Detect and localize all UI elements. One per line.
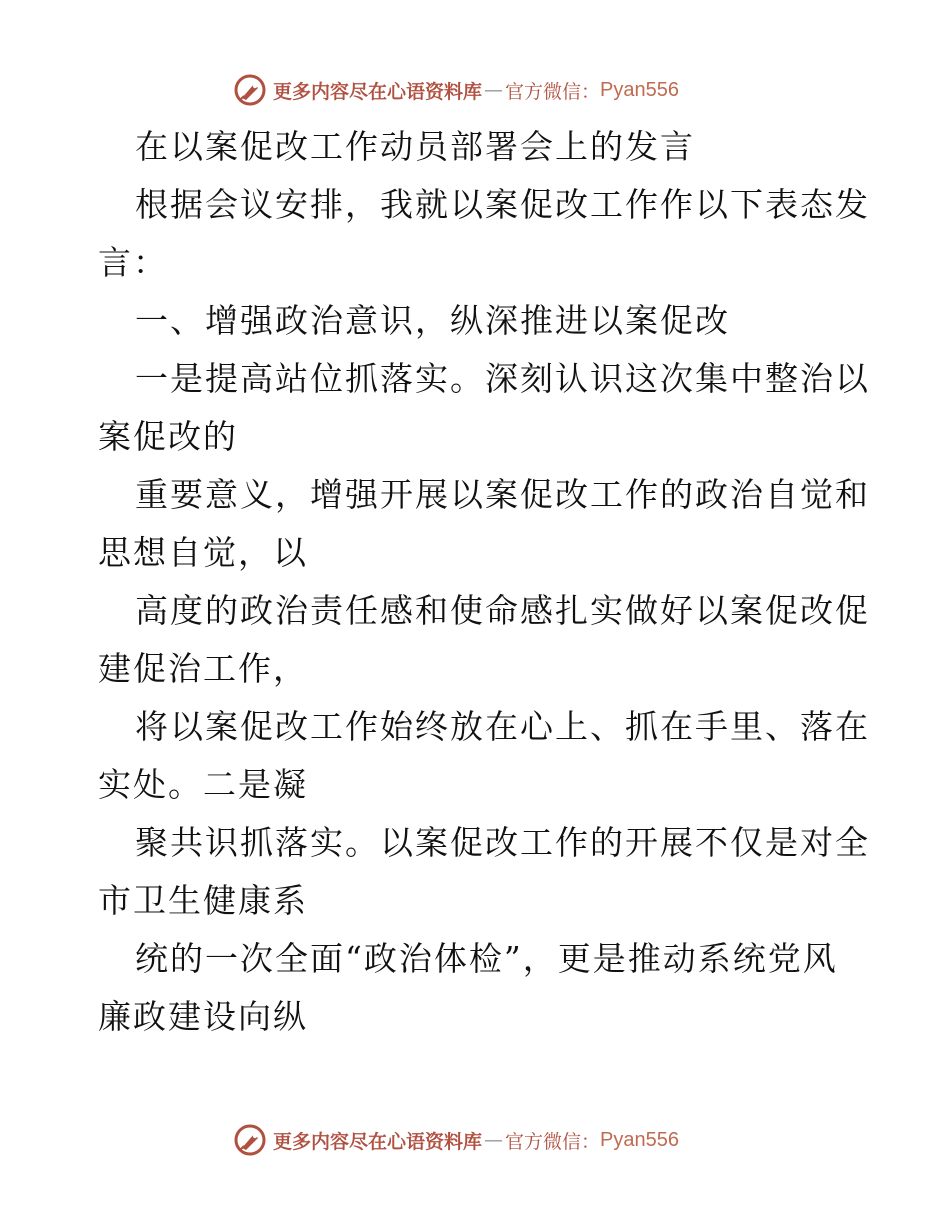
- paragraph-line: 一是提高站位抓落实。深刻认识这次集中整治以: [135, 359, 870, 398]
- paragraph-line: 市卫生健康系: [98, 881, 308, 920]
- paragraph-line: 统的一次全面“政治体检”，更是推动系统党风: [135, 939, 838, 978]
- document-body: [98, 118, 870, 1046]
- paragraph-line: 重要意义，增强开展以案促改工作的政治自觉和: [135, 475, 870, 514]
- watermark-brand-text: 更多内容尽在心语资料库: [273, 1130, 483, 1153]
- watermark-official-label: 官方微信：: [505, 1130, 601, 1153]
- header-watermark: [233, 70, 679, 110]
- watermark-brand-text: 更多内容尽在心语资料库: [273, 80, 483, 103]
- watermark-separator: —: [484, 1129, 504, 1151]
- paragraph-line: 言：: [98, 243, 168, 282]
- paragraph-line: 廉政建设向纵: [98, 997, 308, 1036]
- paragraph-line: 根据会议安排，我就以案促改工作作以下表态发: [135, 185, 870, 224]
- watermark-wechat-id: Pyan556: [600, 78, 679, 101]
- pen-nib-logo-icon: [233, 73, 267, 107]
- watermark-wechat-id: Pyan556: [600, 1128, 679, 1151]
- paragraph-line: 高度的政治责任感和使命感扎实做好以案促改促: [135, 591, 870, 630]
- watermark-official-label: 官方微信：: [505, 80, 601, 103]
- footer-watermark: [233, 1120, 679, 1160]
- paragraph-line: 案促改的: [98, 417, 238, 456]
- document-title: 在以案促改工作动员部署会上的发言: [135, 127, 695, 166]
- section-heading: 一、增强政治意识，纵深推进以案促改: [135, 301, 730, 340]
- paragraph-line: 建促治工作，: [98, 649, 308, 688]
- paragraph-line: 思想自觉，以: [98, 533, 308, 572]
- paragraph-line: 实处。二是凝: [98, 765, 308, 804]
- watermark-separator: —: [484, 79, 504, 101]
- pen-nib-logo-icon: [233, 1123, 267, 1157]
- paragraph-line: 将以案促改工作始终放在心上、抓在手里、落在: [135, 707, 870, 746]
- paragraph-line: 聚共识抓落实。以案促改工作的开展不仅是对全: [135, 823, 870, 862]
